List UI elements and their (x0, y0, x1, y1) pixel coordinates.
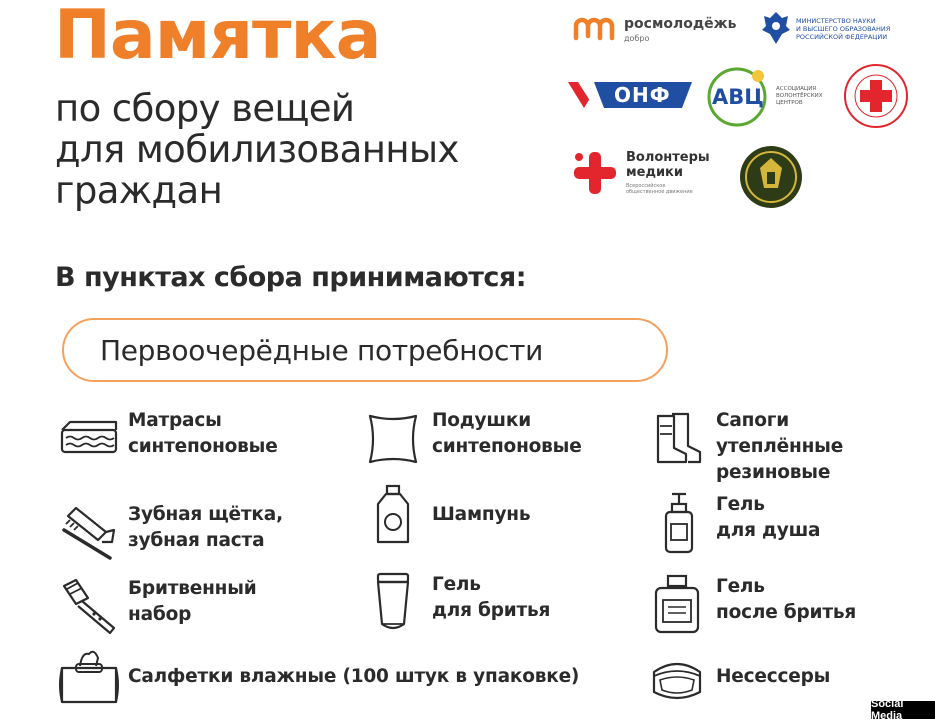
shower-gel-icon (646, 492, 708, 554)
item-label-line: Шампунь (432, 504, 531, 525)
red-cross-logo (842, 62, 910, 130)
ministry-line: РОССИЙСКОЙ ФЕДЕРАЦИИ (796, 33, 888, 41)
list-item (362, 572, 550, 634)
category-pill (62, 318, 668, 382)
volunteers-medics-logo (570, 146, 730, 202)
red-cross-icon (842, 62, 910, 130)
item-label-line: Салфетки влажные (100 штук в упаковке) (128, 666, 580, 687)
item-label-line: Зубная щётка, (128, 504, 283, 525)
volunteers-medics-line: Волонтеры (626, 150, 710, 165)
item-label-line: синтепоновые (128, 436, 278, 457)
emblem-logo (738, 144, 804, 210)
item-label-line: синтепоновые (432, 436, 582, 457)
item-label-line: утеплённые (716, 436, 844, 457)
item-label-line: Сапоги (716, 410, 789, 431)
list-item (646, 408, 843, 486)
item-label-line: после бритья (716, 602, 857, 623)
boots-icon (646, 408, 708, 470)
emblem-icon (738, 144, 804, 210)
subtitle-line: по сбору вещей (55, 87, 355, 130)
list-item (646, 646, 830, 708)
avc-logo (706, 66, 836, 128)
item-label-line: Матрасы (128, 410, 222, 431)
item-label-line: для бритья (432, 600, 551, 621)
item-label-line: Бритвенный (128, 578, 257, 599)
rosmolodezh-icon (572, 14, 618, 44)
avc-line: ВОЛОНТЁРСКИХ (776, 93, 823, 99)
list-item (58, 408, 278, 470)
shampoo-icon (362, 484, 424, 546)
item-label-line: для душа (716, 520, 821, 541)
aftershave-icon (646, 574, 708, 636)
section-heading: В пунктах сбора принимаются: (55, 262, 527, 293)
ministry-logo (760, 8, 920, 52)
avc-line: АССОЦИАЦИЯ (776, 86, 817, 92)
list-item (58, 646, 579, 708)
onf-logo (568, 80, 692, 110)
volunteers-medics-sub: Всероссийское (626, 183, 666, 189)
mattress-icon (58, 408, 120, 470)
item-label-line: Подушки (432, 410, 531, 431)
list-item (58, 576, 257, 638)
list-item (362, 408, 582, 470)
item-label-line: набор (128, 604, 192, 625)
rosmolodezh-name: росмолодёжь (624, 16, 737, 32)
pillow-icon (362, 408, 424, 470)
category-pill-label: Первоочерёдные потребности (100, 333, 544, 367)
item-label-line: резиновые (716, 462, 831, 483)
coat-of-arms-icon (760, 8, 792, 46)
subtitle-line: для мобилизованных (55, 128, 459, 171)
item-label-line: Гель (716, 576, 765, 597)
medic-cross-icon (570, 148, 620, 198)
volunteers-medics-line: медики (626, 165, 683, 180)
list-item (58, 502, 283, 564)
list-item (646, 492, 820, 554)
page-title: Памятка (54, 0, 381, 75)
item-label-line: Гель (716, 494, 765, 515)
wet-wipes-icon (58, 646, 120, 708)
list-item (646, 574, 856, 636)
list-item (362, 484, 530, 546)
volunteers-medics-sub: общественное движение (626, 189, 693, 195)
toothbrush-icon (58, 502, 120, 564)
item-label-line: Несессеры (716, 666, 831, 687)
ministry-line: МИНИСТЕРСТВО НАУКИ (796, 17, 876, 25)
page-subtitle (55, 88, 459, 211)
source-badge: Social Media (871, 701, 935, 719)
avc-name: АВЦ (712, 85, 764, 109)
rosmolodezh-logo (572, 12, 752, 48)
shaving-gel-icon (362, 572, 424, 634)
item-label-line: Гель (432, 574, 481, 595)
toiletry-bag-icon (646, 646, 708, 708)
razor-icon (58, 576, 120, 638)
avc-line: ЦЕНТРОВ (776, 100, 803, 106)
item-label-line: зубная паста (128, 530, 265, 551)
subtitle-line: граждан (55, 169, 223, 212)
ministry-line: И ВЫСШЕГО ОБРАЗОВАНИЯ (796, 25, 891, 33)
rosmolodezh-sub: добро (624, 34, 650, 43)
onf-name: ОНФ (614, 83, 671, 107)
